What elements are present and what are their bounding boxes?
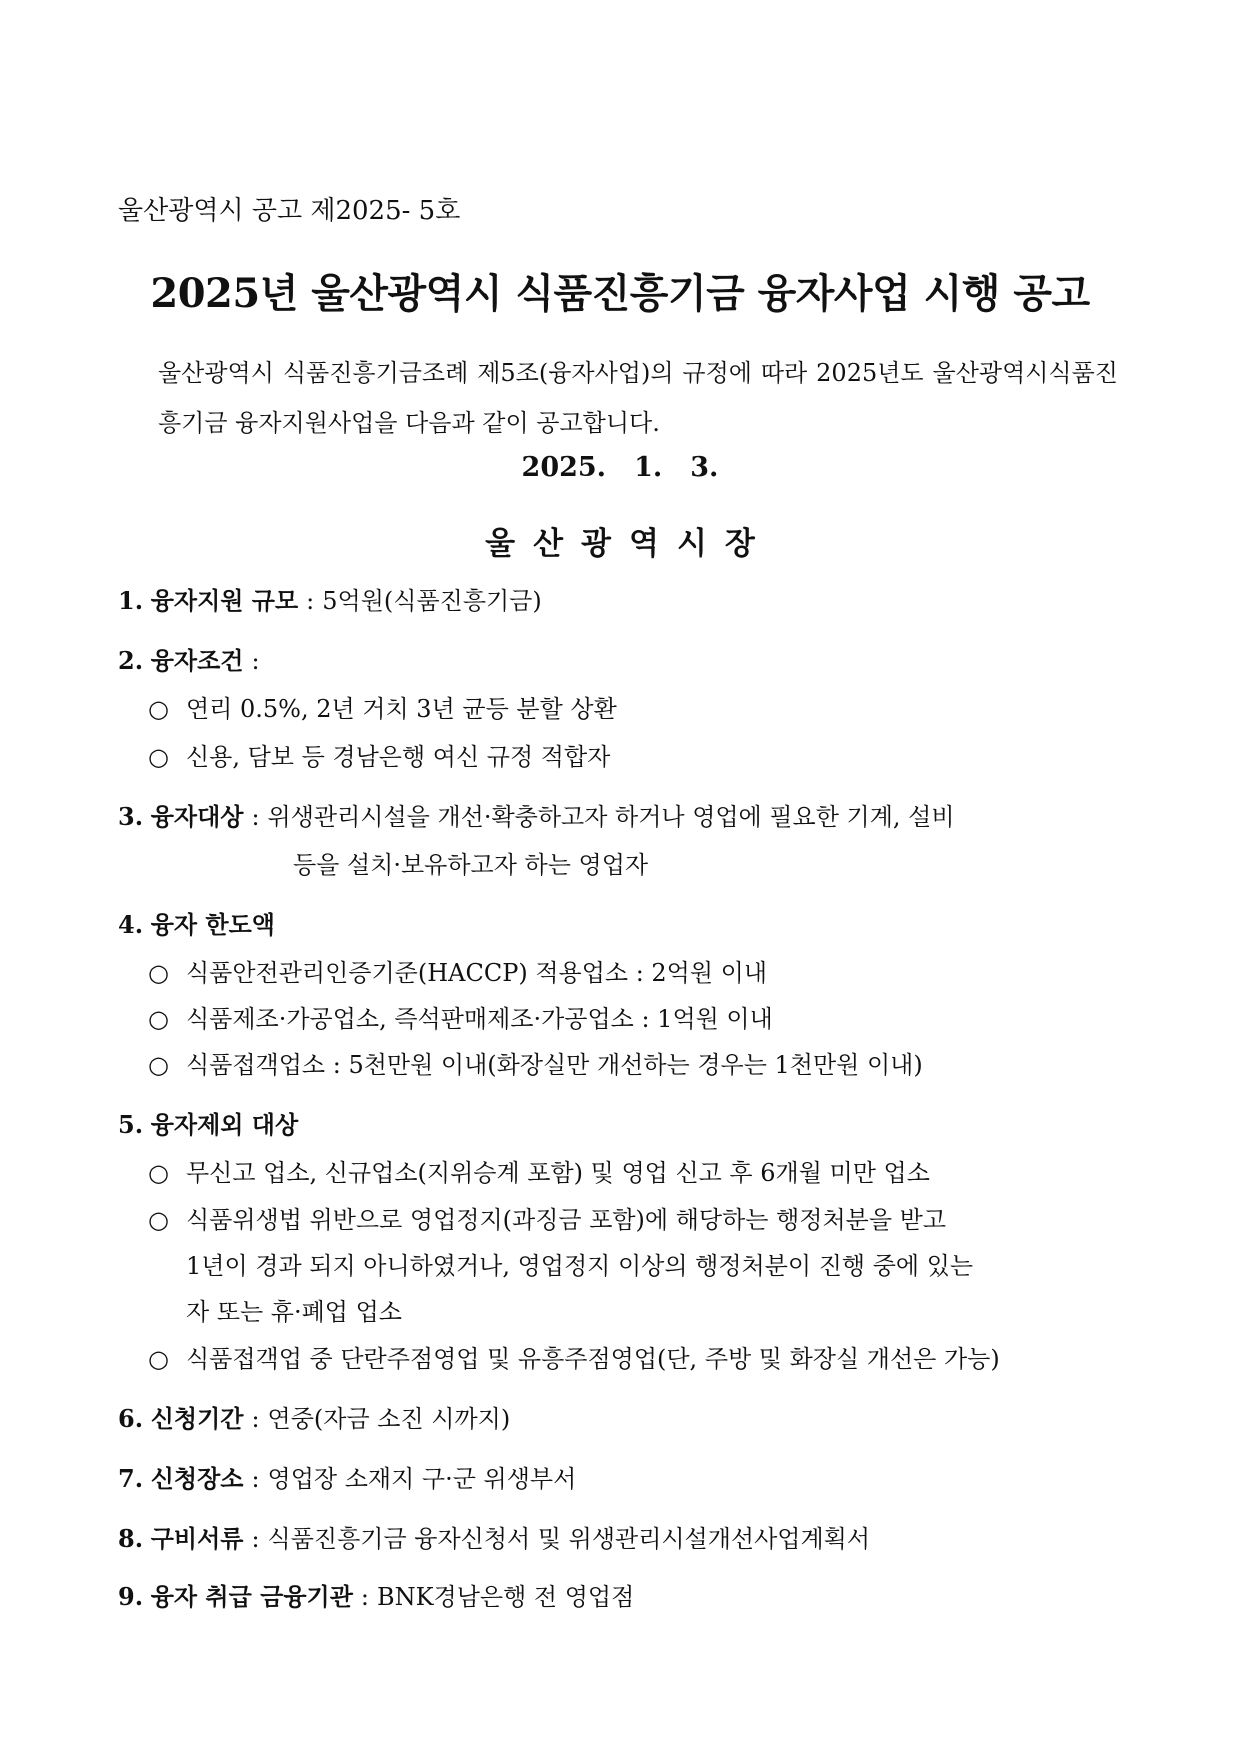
intro-paragraph: 울산광역시 식품진흥기금조례 제5조(융자사업)의 규정에 따라 2025년도 울산광역시식품진흥기금 융자지원사업을 다음과 같이 공고합니다. — [158, 359, 1118, 437]
section-number: 3. — [118, 802, 144, 831]
section-text-continuation: 등을 설치·보유하고자 하는 영업자 — [293, 851, 649, 879]
bullet-icon: ○ — [148, 1005, 169, 1033]
section-separator: : — [306, 587, 315, 615]
bullet-text: 식품접객업소 : 5천만원 이내(화장실만 개선하는 경우는 1천만원 이내) — [186, 1051, 923, 1079]
bullet-text: 연리 0.5%, 2년 거치 3년 균등 분할 상환 — [186, 695, 617, 723]
section-number: 1. — [118, 586, 144, 615]
bullet-text: 무신고 업소, 신규업소(지위승계 포함) 및 영업 신고 후 6개월 미만 업소 — [186, 1159, 930, 1187]
bullet-icon: ○ — [148, 695, 169, 723]
page-title: 2025년 울산광역시 식품진흥기금 융자사업 시행 공고 — [150, 270, 1090, 317]
list-item — [148, 958, 767, 988]
section-separator: : — [251, 1405, 260, 1433]
section-1 — [118, 586, 542, 616]
section-number: 6. — [118, 1404, 144, 1433]
list-item — [148, 1205, 946, 1235]
section-number: 9. — [118, 1582, 144, 1611]
section-6 — [118, 1404, 510, 1434]
bullet-text: 신용, 담보 등 경남은행 여신 규정 적합자 — [186, 743, 611, 771]
list-item — [148, 1004, 773, 1034]
section-2 — [118, 646, 268, 676]
bullet-text: 식품제조·가공업소, 즉석판매제조·가공업소 : 1억원 이내 — [186, 1005, 773, 1033]
section-text: BNK경남은행 전 영업점 — [376, 1583, 635, 1611]
bullet-icon: ○ — [148, 959, 169, 987]
section-number: 5. — [118, 1110, 144, 1139]
section-text: 영업장 소재지 구·군 위생부서 — [267, 1465, 577, 1493]
section-4 — [118, 910, 275, 940]
section-text: 5억원(식품진흥기금) — [322, 587, 542, 615]
bullet-icon: ○ — [148, 1206, 169, 1234]
issuer: 울산광역시장 — [485, 526, 773, 562]
section-heading: 융자제외 대상 — [150, 1110, 299, 1139]
section-heading: 신청장소 — [150, 1464, 244, 1493]
bullet-text-continuation: 1년이 경과 되지 아니하였거나, 영업정지 이상의 행정처분이 진행 중에 있는 — [186, 1252, 974, 1280]
bullet-text: 식품위생법 위반으로 영업정지(과징금 포함)에 해당하는 행정처분을 받고 — [186, 1206, 947, 1234]
date-year: 2025. — [521, 452, 607, 483]
section-heading: 융자조건 — [150, 646, 244, 675]
section-separator: : — [360, 1583, 369, 1611]
section-heading: 구비서류 — [150, 1524, 244, 1553]
section-text: 식품진흥기금 융자신청서 및 위생관리시설개선사업계획서 — [267, 1525, 871, 1553]
bullet-text-continuation: 자 또는 휴·폐업 업소 — [186, 1298, 402, 1326]
bullet-text: 식품접객업 중 단란주점영업 및 유흥주점영업(단, 주방 및 화장실 개선은 가능) — [186, 1345, 1000, 1373]
notice-date — [0, 452, 1240, 483]
section-text: 연중(자금 소진 시까지) — [267, 1405, 511, 1433]
list-item — [148, 694, 617, 724]
section-number: 4. — [118, 910, 144, 939]
list-item — [148, 1158, 930, 1188]
section-text: 위생관리시설을 개선·확충하고자 하거나 영업에 필요한 기계, 설비 — [267, 803, 955, 831]
section-separator: : — [251, 803, 260, 831]
section-heading: 융자 취급 금융기관 — [150, 1582, 353, 1611]
section-3 — [118, 802, 955, 832]
list-item — [148, 1050, 923, 1080]
bullet-text: 식품안전관리인증기준(HACCP) 적용업소 : 2억원 이내 — [186, 959, 768, 987]
bullet-icon: ○ — [148, 1159, 169, 1187]
section-heading: 신청기간 — [150, 1404, 244, 1433]
section-separator: : — [251, 1525, 260, 1553]
section-heading: 융자대상 — [150, 802, 244, 831]
bullet-icon: ○ — [148, 1051, 169, 1079]
section-9 — [118, 1582, 634, 1612]
section-8 — [118, 1524, 870, 1554]
notice-number: 울산광역시 공고 제2025- 5호 — [118, 196, 461, 226]
section-heading: 융자 한도액 — [150, 910, 275, 939]
section-5 — [118, 1110, 298, 1140]
section-separator: : — [251, 1465, 260, 1493]
bullet-icon: ○ — [148, 1345, 169, 1373]
section-number: 7. — [118, 1464, 144, 1493]
date-month: 1. — [634, 452, 663, 483]
section-separator: : — [251, 647, 260, 675]
section-number: 8. — [118, 1524, 144, 1553]
list-item — [148, 1344, 1000, 1374]
section-number: 2. — [118, 646, 144, 675]
bullet-icon: ○ — [148, 743, 169, 771]
section-heading: 융자지원 규모 — [150, 586, 299, 615]
list-item — [148, 742, 610, 772]
date-day: 3. — [690, 452, 719, 483]
section-7 — [118, 1464, 576, 1494]
